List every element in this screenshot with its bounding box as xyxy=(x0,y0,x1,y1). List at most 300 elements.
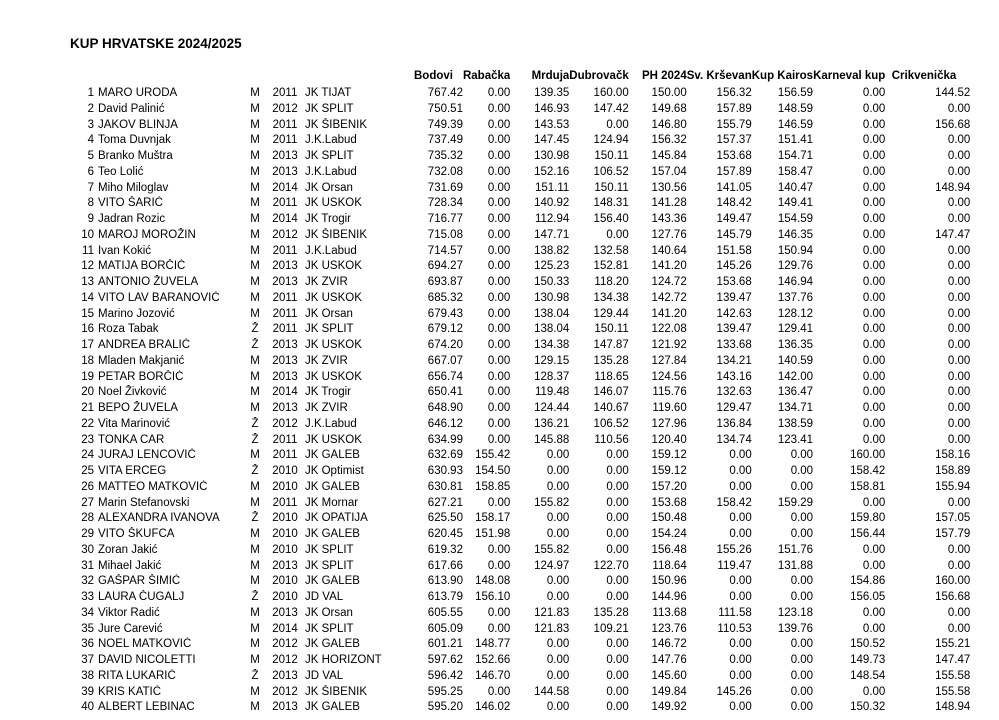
value-cell: 0.00 xyxy=(487,181,511,194)
name-cell: MAROJ MOROŽIN xyxy=(98,228,196,241)
value-cell: 0.00 xyxy=(487,402,511,414)
value-cell: 605.55 xyxy=(427,606,463,619)
gender-cell: Ž xyxy=(251,339,259,351)
value-cell: 0.00 xyxy=(487,622,511,635)
year-cell: 2010 xyxy=(272,528,298,540)
club-cell: JK Trogir xyxy=(305,213,352,225)
gender-cell: M xyxy=(250,260,260,273)
value-cell: 0.00 xyxy=(546,701,570,714)
value-cell: 146.93 xyxy=(534,102,570,115)
value-cell: 0.00 xyxy=(862,276,886,288)
rank-cell: 31 xyxy=(81,559,94,572)
value-cell: 0.00 xyxy=(862,622,886,635)
club-cell: JK Orsan xyxy=(305,307,353,320)
year-cell: 2012 xyxy=(272,417,298,430)
value-cell: 113.68 xyxy=(652,606,687,619)
header-sv-krsevan: Sv. Krševan xyxy=(686,70,752,82)
value-cell: 155.21 xyxy=(935,638,971,651)
value-cell: 156.48 xyxy=(651,543,687,556)
value-cell: 716.77 xyxy=(427,213,463,225)
table-row xyxy=(70,559,970,575)
name-cell: JAKOV BLINJA xyxy=(98,118,178,131)
table-row xyxy=(70,165,970,181)
rank-cell: 2 xyxy=(87,102,94,115)
value-cell: 156.05 xyxy=(850,591,886,603)
name-cell: Vita Marinović xyxy=(98,417,171,430)
value-cell: 154.24 xyxy=(651,528,687,540)
name-cell: NOEL MATKOVIĆ xyxy=(98,638,192,651)
name-cell: David Palinić xyxy=(98,102,165,115)
value-cell: 150.11 xyxy=(594,323,629,336)
header-bodovi: Bodovi xyxy=(414,70,453,82)
name-cell: Miho Miloglav xyxy=(98,181,169,194)
value-cell: 595.25 xyxy=(427,685,463,698)
header-club xyxy=(302,66,414,86)
value-cell: 0.00 xyxy=(729,512,752,525)
name-cell: BEPO ŽUVELA xyxy=(98,402,178,414)
value-cell: 0.00 xyxy=(487,323,511,336)
value-cell: 0.00 xyxy=(487,134,511,147)
year-cell: 2012 xyxy=(272,228,298,241)
club-cell: JK Mornar xyxy=(305,496,359,509)
value-cell: 158.89 xyxy=(935,465,971,477)
value-cell: 150.11 xyxy=(594,181,629,194)
value-cell: 0.00 xyxy=(790,512,814,525)
value-cell: 129.44 xyxy=(593,307,629,320)
name-cell: VITO LAV BARANOVIĆ xyxy=(98,291,220,304)
value-cell: 149.73 xyxy=(850,654,886,666)
year-cell: 2014 xyxy=(272,622,298,635)
value-cell: 148.08 xyxy=(475,575,511,588)
value-cell: 151.98 xyxy=(475,528,511,540)
rank-cell: 8 xyxy=(87,197,94,210)
value-cell: 0.00 xyxy=(487,102,511,115)
value-cell: 732.08 xyxy=(427,165,463,178)
name-cell: Branko Muštra xyxy=(98,150,173,162)
club-cell: JK OPATIJA xyxy=(305,512,368,525)
name-cell: RITA LUKARIĆ xyxy=(98,669,176,682)
value-cell: 147.47 xyxy=(935,654,971,666)
name-cell: ALEXANDRA IVANOVA xyxy=(98,512,220,525)
table-row xyxy=(70,480,970,496)
value-cell: 0.00 xyxy=(606,512,629,525)
value-cell: 131.88 xyxy=(777,559,814,572)
rank-cell: 6 xyxy=(87,165,94,178)
value-cell: 0.00 xyxy=(862,685,886,698)
year-cell: 2014 xyxy=(272,181,298,194)
value-cell: 679.43 xyxy=(427,307,463,320)
value-cell: 158.17 xyxy=(475,512,511,525)
value-cell: 0.00 xyxy=(487,433,511,446)
value-cell: 0.00 xyxy=(862,118,886,131)
value-cell: 0.00 xyxy=(487,370,511,383)
value-cell: 136.21 xyxy=(534,417,570,430)
name-cell: Ivan Kokić xyxy=(98,244,152,257)
table-row xyxy=(70,700,970,716)
value-cell: 0.00 xyxy=(487,276,511,288)
value-cell: 128.37 xyxy=(534,370,570,383)
value-cell: 119.48 xyxy=(534,386,570,399)
value-cell: 146.35 xyxy=(777,228,814,241)
value-cell: 158.47 xyxy=(777,165,814,178)
table-row xyxy=(70,464,970,480)
value-cell: 0.00 xyxy=(947,606,971,619)
value-cell: 130.56 xyxy=(651,181,687,194)
value-cell: 0.00 xyxy=(487,386,511,399)
club-cell: J.K.Labud xyxy=(305,134,357,147)
gender-cell: M xyxy=(250,165,260,178)
table-row xyxy=(70,574,970,590)
value-cell: 145.26 xyxy=(716,260,752,273)
club-cell: JK SPLIT xyxy=(305,559,354,572)
value-cell: 597.62 xyxy=(427,654,463,666)
value-cell: 157.37 xyxy=(716,134,752,147)
value-cell: 650.41 xyxy=(427,386,463,399)
table-row xyxy=(70,228,970,244)
gender-cell: M xyxy=(250,354,260,367)
value-cell: 141.28 xyxy=(651,197,687,210)
name-cell: MATIJA BORČIĆ xyxy=(98,260,186,273)
gender-cell: M xyxy=(250,701,260,714)
name-cell: Marino Jozović xyxy=(98,307,175,320)
value-cell: 0.00 xyxy=(862,307,886,320)
value-cell: 648.90 xyxy=(427,402,463,414)
value-cell: 0.00 xyxy=(947,386,971,399)
value-cell: 0.00 xyxy=(947,244,971,257)
value-cell: 140.67 xyxy=(593,402,629,414)
value-cell: 0.00 xyxy=(546,465,570,477)
value-cell: 0.00 xyxy=(487,339,511,351)
value-cell: 123.41 xyxy=(777,433,814,446)
value-cell: 153.68 xyxy=(716,276,752,288)
value-cell: 143.16 xyxy=(716,370,752,383)
value-cell: 152.66 xyxy=(475,654,511,666)
value-cell: 620.45 xyxy=(427,528,463,540)
value-cell: 150.96 xyxy=(651,575,687,588)
year-cell: 2011 xyxy=(272,134,298,147)
club-cell: J.K.Labud xyxy=(305,165,357,178)
year-cell: 2011 xyxy=(272,197,298,210)
value-cell: 0.00 xyxy=(606,591,629,603)
value-cell: 0.00 xyxy=(606,685,629,698)
value-cell: 151.76 xyxy=(777,543,814,556)
name-cell: ANDREA BRALIĆ xyxy=(98,339,191,351)
gender-cell: M xyxy=(250,449,260,462)
value-cell: 147.71 xyxy=(534,228,570,241)
value-cell: 142.63 xyxy=(716,307,752,320)
club-cell: JK USKOK xyxy=(305,197,362,210)
value-cell: 155.94 xyxy=(935,480,971,493)
value-cell: 150.94 xyxy=(777,244,814,257)
header-rank xyxy=(70,66,94,86)
club-cell: JK Optimist xyxy=(305,465,364,477)
value-cell: 111.58 xyxy=(718,606,752,619)
table-row xyxy=(70,590,970,606)
club-cell: JK Trogir xyxy=(305,386,352,399)
value-cell: 0.00 xyxy=(487,197,511,210)
value-cell: 0.00 xyxy=(947,165,971,178)
year-cell: 2010 xyxy=(272,543,298,556)
value-cell: 150.48 xyxy=(651,512,687,525)
value-cell: 157.04 xyxy=(651,165,687,178)
value-cell: 129.15 xyxy=(534,354,570,367)
value-cell: 122.70 xyxy=(593,559,629,572)
value-cell: 0.00 xyxy=(606,543,629,556)
gender-cell: M xyxy=(250,480,260,493)
value-cell: 0.00 xyxy=(862,213,886,225)
value-cell: 150.32 xyxy=(850,701,886,714)
table-row xyxy=(70,448,970,464)
rank-cell: 13 xyxy=(81,276,94,288)
value-cell: 0.00 xyxy=(487,150,511,162)
value-cell: 0.00 xyxy=(947,543,971,556)
value-cell: 155.26 xyxy=(716,543,752,556)
table-row xyxy=(70,385,970,401)
value-cell: 146.72 xyxy=(651,638,687,651)
rank-cell: 35 xyxy=(81,622,94,635)
rank-cell: 17 xyxy=(81,339,94,351)
value-cell: 146.59 xyxy=(777,118,814,131)
year-cell: 2013 xyxy=(272,606,298,619)
value-cell: 0.00 xyxy=(862,543,886,556)
value-cell: 0.00 xyxy=(862,370,886,383)
gender-cell: M xyxy=(250,244,260,257)
value-cell: 160.00 xyxy=(850,449,886,462)
name-cell: Jure Carević xyxy=(98,622,163,635)
table-row xyxy=(70,511,970,527)
year-cell: 2013 xyxy=(272,370,298,383)
name-cell: MATTEO MATKOVIĆ xyxy=(98,480,208,493)
value-cell: 632.69 xyxy=(427,449,463,462)
value-cell: 596.42 xyxy=(427,669,463,682)
value-cell: 0.00 xyxy=(606,701,629,714)
value-cell: 595.20 xyxy=(427,701,463,714)
value-cell: 147.42 xyxy=(593,102,629,115)
value-cell: 147.47 xyxy=(935,228,971,241)
value-cell: 119.60 xyxy=(652,402,687,414)
value-cell: 0.00 xyxy=(947,354,971,367)
value-cell: 0.00 xyxy=(947,102,971,115)
year-cell: 2011 xyxy=(272,496,298,509)
name-cell: Noel Živković xyxy=(98,386,167,399)
year-cell: 2013 xyxy=(272,559,298,572)
value-cell: 156.40 xyxy=(593,213,629,225)
name-cell: Teo Lolić xyxy=(98,165,144,178)
year-cell: 2011 xyxy=(272,433,298,446)
club-cell: JK GALEB xyxy=(305,449,360,462)
value-cell: 0.00 xyxy=(862,181,886,194)
value-cell: 0.00 xyxy=(947,150,971,162)
value-cell: 0.00 xyxy=(546,669,570,682)
name-cell: TONKA CAR xyxy=(98,433,165,446)
name-cell: Marin Stefanovski xyxy=(98,496,190,509)
table-row xyxy=(70,637,970,653)
gender-cell: M xyxy=(250,150,260,162)
year-cell: 2010 xyxy=(272,591,298,603)
year-cell: 2011 xyxy=(272,87,298,99)
value-cell: 0.00 xyxy=(947,622,971,635)
value-cell: 0.00 xyxy=(487,307,511,320)
value-cell: 134.71 xyxy=(777,402,814,414)
gender-cell: Ž xyxy=(251,433,259,446)
value-cell: 145.84 xyxy=(651,150,687,162)
value-cell: 634.99 xyxy=(427,433,463,446)
value-cell: 0.00 xyxy=(790,685,814,698)
gender-cell: M xyxy=(250,134,260,147)
club-cell: JK USKOK xyxy=(305,370,362,383)
value-cell: 141.05 xyxy=(716,181,752,194)
header-kup-kairos: Kup Kairos xyxy=(751,70,814,82)
year-cell: 2011 xyxy=(272,307,298,320)
value-cell: 147.45 xyxy=(534,134,570,147)
table-row xyxy=(70,669,970,685)
year-cell: 2014 xyxy=(272,213,298,225)
value-cell: 153.68 xyxy=(716,150,752,162)
value-cell: 158.42 xyxy=(716,496,752,509)
club-cell: JK GALEB xyxy=(305,638,360,651)
name-cell: Mihael Jakić xyxy=(98,559,162,572)
year-cell: 2011 xyxy=(272,449,298,462)
rank-cell: 1 xyxy=(87,87,94,99)
name-cell: VITO ŠARIĆ xyxy=(98,197,163,210)
value-cell: 127.84 xyxy=(651,354,687,367)
value-cell: 112.94 xyxy=(534,213,570,225)
value-cell: 0.00 xyxy=(947,307,971,320)
value-cell: 149.84 xyxy=(651,685,687,698)
value-cell: 0.00 xyxy=(606,669,629,682)
value-cell: 155.58 xyxy=(935,669,971,682)
table-row xyxy=(70,370,970,386)
value-cell: 118.65 xyxy=(594,370,629,383)
rank-cell: 39 xyxy=(81,685,94,698)
value-cell: 148.94 xyxy=(935,701,971,714)
value-cell: 160.00 xyxy=(593,87,629,99)
value-cell: 138.04 xyxy=(534,323,570,336)
value-cell: 625.50 xyxy=(427,512,463,525)
value-cell: 139.35 xyxy=(534,87,570,99)
value-cell: 156.10 xyxy=(475,591,511,603)
value-cell: 0.00 xyxy=(862,354,886,367)
value-cell: 693.87 xyxy=(427,276,463,288)
rank-cell: 40 xyxy=(81,701,94,714)
year-cell: 2012 xyxy=(272,654,298,666)
year-cell: 2012 xyxy=(272,685,298,698)
table-row xyxy=(70,118,970,134)
table-body xyxy=(70,86,970,716)
value-cell: 605.09 xyxy=(427,622,463,635)
club-cell: JK SPLIT xyxy=(305,150,354,162)
year-cell: 2011 xyxy=(272,118,298,131)
value-cell: 0.00 xyxy=(487,685,511,698)
value-cell: 156.32 xyxy=(716,87,752,99)
value-cell: 146.02 xyxy=(475,701,511,714)
value-cell: 157.79 xyxy=(935,528,971,540)
value-cell: 0.00 xyxy=(862,339,886,351)
name-cell: ALBERT LEBINAC xyxy=(98,701,195,714)
value-cell: 0.00 xyxy=(862,402,886,414)
value-cell: 144.96 xyxy=(651,591,687,603)
table-row xyxy=(70,401,970,417)
rank-cell: 19 xyxy=(81,370,94,383)
value-cell: 656.74 xyxy=(427,370,463,383)
rank-cell: 24 xyxy=(81,449,94,462)
value-cell: 159.12 xyxy=(651,465,687,477)
name-cell: Jadran Rozic xyxy=(98,213,166,225)
value-cell: 156.32 xyxy=(651,134,687,147)
value-cell: 0.00 xyxy=(729,528,752,540)
value-cell: 0.00 xyxy=(606,465,629,477)
value-cell: 149.92 xyxy=(651,701,687,714)
year-cell: 2013 xyxy=(272,165,298,178)
gender-cell: Ž xyxy=(251,465,259,477)
value-cell: 0.00 xyxy=(947,559,971,572)
year-cell: 2013 xyxy=(272,402,298,414)
club-cell: JK SPLIT xyxy=(305,323,354,336)
rank-cell: 3 xyxy=(87,118,94,131)
year-cell: 2012 xyxy=(272,638,298,651)
value-cell: 0.00 xyxy=(862,134,886,147)
value-cell: 156.68 xyxy=(935,591,971,603)
club-cell: JK USKOK xyxy=(305,291,362,304)
value-cell: 157.89 xyxy=(716,165,752,178)
value-cell: 158.16 xyxy=(935,449,971,462)
value-cell: 0.00 xyxy=(487,213,511,225)
value-cell: 127.76 xyxy=(651,228,687,241)
table-row xyxy=(70,102,970,118)
value-cell: 715.08 xyxy=(427,228,463,241)
table-row xyxy=(70,181,970,197)
table-row xyxy=(70,196,970,212)
table-row xyxy=(70,653,970,669)
club-cell: JK USKOK xyxy=(305,339,362,351)
value-cell: 124.56 xyxy=(651,370,687,383)
value-cell: 0.00 xyxy=(790,591,814,603)
gender-cell: Ž xyxy=(251,669,259,682)
value-cell: 0.00 xyxy=(947,370,971,383)
value-cell: 0.00 xyxy=(790,480,814,493)
value-cell: 667.07 xyxy=(427,354,463,367)
value-cell: 146.70 xyxy=(475,669,511,682)
value-cell: 0.00 xyxy=(546,480,570,493)
year-cell: 2010 xyxy=(272,512,298,525)
gender-cell: M xyxy=(250,87,260,99)
name-cell: Mladen Makjanić xyxy=(98,354,185,367)
club-cell: JK GALEB xyxy=(305,480,360,493)
value-cell: 0.00 xyxy=(729,638,752,651)
value-cell: 148.42 xyxy=(716,197,752,210)
rank-cell: 16 xyxy=(81,323,94,336)
value-cell: 0.00 xyxy=(729,701,752,714)
club-cell: JK ZVIR xyxy=(305,354,348,367)
value-cell: 124.94 xyxy=(593,134,629,147)
value-cell: 130.98 xyxy=(534,291,570,304)
value-cell: 145.79 xyxy=(716,228,752,241)
value-cell: 0.00 xyxy=(546,512,570,525)
value-cell: 0.00 xyxy=(947,197,971,210)
club-cell: JD VAL xyxy=(305,669,344,682)
header-mrduja: Mrduja xyxy=(531,70,570,82)
value-cell: 0.00 xyxy=(606,118,629,131)
value-cell: 694.27 xyxy=(427,260,463,273)
value-cell: 142.72 xyxy=(651,291,687,304)
name-cell: VITO ŠKUFCA xyxy=(98,528,175,540)
value-cell: 0.00 xyxy=(487,118,511,131)
value-cell: 0.00 xyxy=(862,102,886,115)
gender-cell: M xyxy=(250,685,260,698)
club-cell: JK Orsan xyxy=(305,181,353,194)
year-cell: 2013 xyxy=(272,276,298,288)
value-cell: 143.53 xyxy=(534,118,570,131)
